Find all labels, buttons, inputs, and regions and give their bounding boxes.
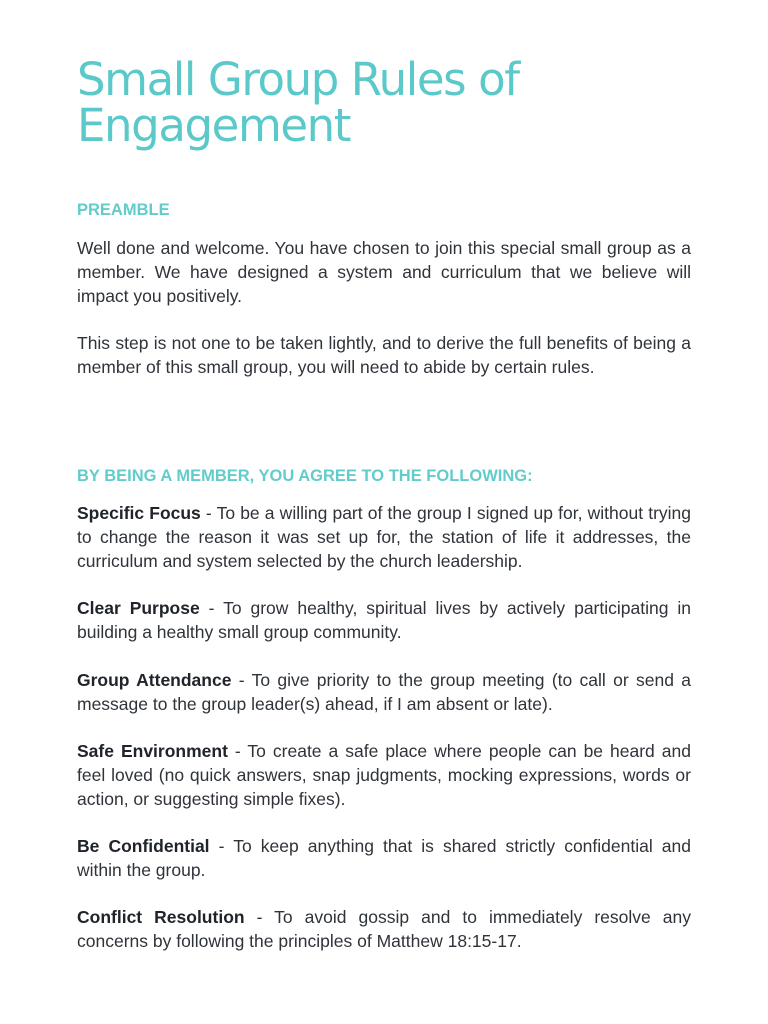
rule-description: - To be a willing part of the group I signed up for, without trying to change the reason it was set up for, the station of life it addresses, the curriculum and system selected by the church leadership. (77, 503, 691, 571)
rule-description: - To keep anything that is shared strictly confidential and within the group. (77, 836, 691, 880)
rule-term: Be Confidential (77, 836, 210, 856)
rule-conflict-resolution (77, 905, 691, 953)
page-title: Small Group Rules of Engagement (77, 53, 519, 152)
rule-clear-purpose (77, 596, 691, 644)
rule-description: - To give priority to the group meeting (to call or send a message to the group leader(s) ahead, if I am absent or late). (77, 670, 691, 714)
rule-group-attendance (77, 668, 691, 716)
rule-specific-focus (77, 501, 691, 573)
preamble-paragraph-1: Well done and welcome. You have chosen to join this special small group as a member. We have designed a system and curriculum that we believe will impact you positively. (77, 238, 691, 306)
rule-term: Clear Purpose (77, 598, 200, 618)
rule-term: Specific Focus (77, 503, 201, 523)
rule-description: - To grow healthy, spiritual lives by actively participating in building a healthy small group community. (77, 598, 691, 642)
rule-description: - To avoid gossip and to immediately resolve any concerns by following the principles of Matthew 18:15-17. (77, 907, 691, 951)
preamble-paragraph-2: This step is not one to be taken lightly, and to derive the full benefits of being a member of this small group, you will need to abide by certain rules. (77, 333, 691, 377)
agreement-heading: BY BEING A MEMBER, YOU AGREE TO THE FOLLOWING: (77, 467, 533, 485)
rule-safe-environment (77, 739, 691, 811)
rule-term: Group Attendance (77, 670, 232, 690)
rule-term: Conflict Resolution (77, 907, 245, 927)
rule-be-confidential (77, 834, 691, 882)
rule-term: Safe Environment (77, 741, 228, 761)
rule-description: - To create a safe place where people can be heard and feel loved (no quick answers, snap judgments, mocking expressions, words or action, or suggesting simple fixes). (77, 741, 691, 809)
preamble-heading: PREAMBLE (77, 201, 170, 219)
